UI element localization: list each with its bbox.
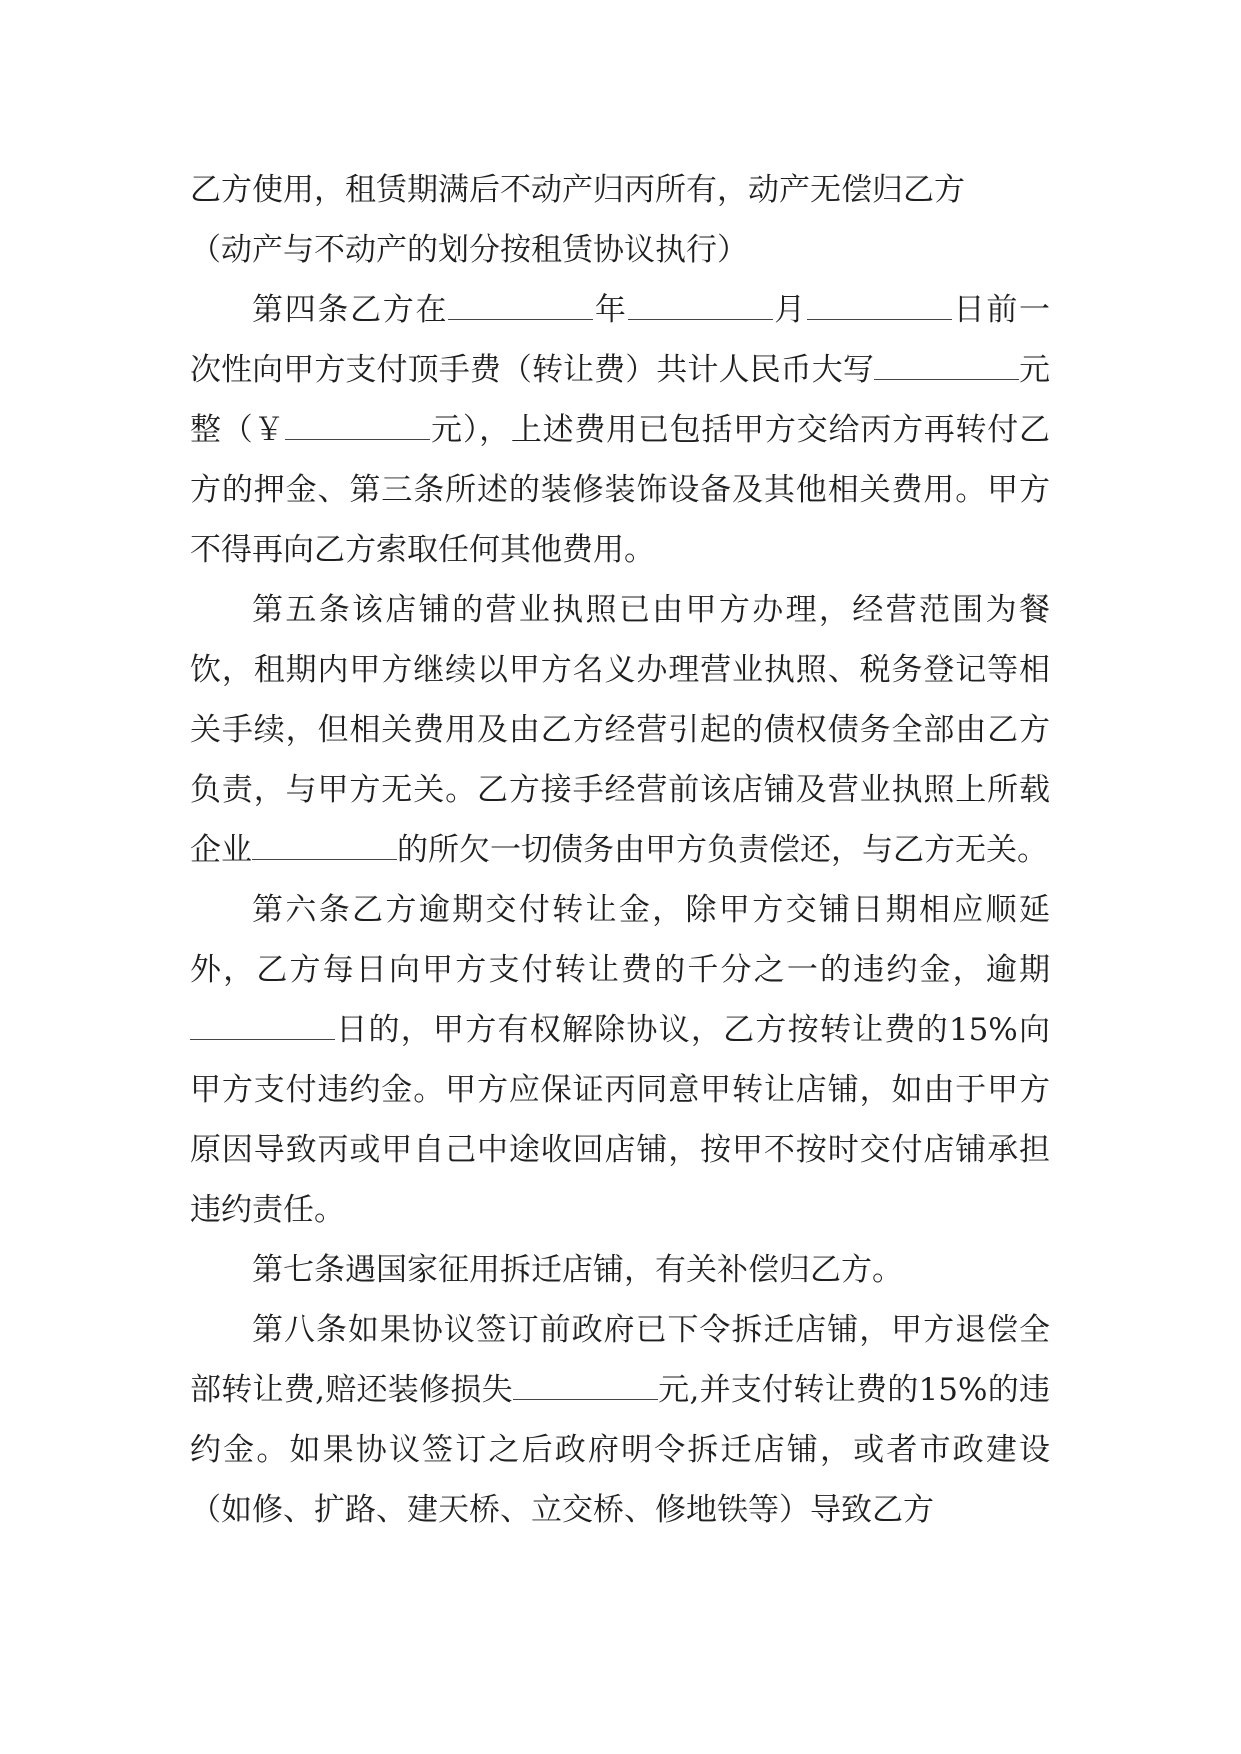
text-segment: 第六条乙方逾期交付转让金，除甲方交铺日期相应顺延外，乙方每日向甲方支付转让费的千分之一的违约金，逾期 (190, 892, 1050, 988)
text-segment: 元,并支付转让费的15%的违约金。如果协议签订之后政府明令拆迁店铺，或者市政建设（如修、扩路、建天桥、立交桥、修地铁等）导致乙方 (190, 1372, 1050, 1528)
fill-blank[interactable] (285, 411, 430, 440)
text-segment: 第五条该店铺的营业执照已由甲方办理，经营范围为餐饮，租期内甲方继续以甲方名义办理营业执照、税务登记等相关手续，但相关费用及由乙方经营引起的债权债务全部由乙方负责，与甲方无关。乙方接手经营前该店铺及营业执照上所载企业 (190, 592, 1050, 868)
text-segment: 日前一次性向甲方支付顶手费（转让费）共计人民币大写 (190, 292, 1051, 388)
fill-blank[interactable] (190, 1011, 335, 1040)
fill-blank[interactable] (874, 351, 1019, 380)
text-segment: 第八条如果协议签订前政府已下令拆迁店铺，甲方退偿全部转让费,赔还装修损失 (190, 1312, 1050, 1408)
fill-blank[interactable] (807, 291, 952, 320)
document-body (190, 160, 1050, 1540)
text-segment: 元），上述费用已包括甲方交给丙方再转付乙方的押金、第三条所述的装修装饰设备及其他相关费用。甲方不得再向乙方索取任何其他费用。 (190, 412, 1051, 568)
text-segment: 的所欠一切债务由甲方负责偿还，与乙方无关。 (397, 832, 1048, 868)
fill-blank[interactable] (513, 1371, 658, 1400)
text-line: 乙方使用，租赁期满后不动产归丙所有，动产无偿归乙方 (190, 172, 965, 208)
text-segment: 第四条乙方在 (252, 292, 449, 328)
article-6 (190, 880, 1050, 1240)
article-8 (190, 1300, 1050, 1540)
article-4 (190, 280, 1050, 580)
text-segment: 第七条遇国家征用拆迁店铺，有关补偿归乙方。 (252, 1252, 903, 1288)
fill-blank[interactable] (448, 291, 593, 320)
fill-blank[interactable] (252, 831, 397, 860)
text-segment: 元整（￥ (190, 352, 1051, 448)
fill-blank[interactable] (628, 291, 773, 320)
article-7 (190, 1240, 1050, 1300)
text-segment: 年 (593, 292, 628, 328)
article-5 (190, 580, 1050, 880)
text-line: （动产与不动产的划分按租赁协议执行） (190, 232, 748, 268)
paragraph-continuation (190, 160, 1050, 280)
text-segment: 月 (772, 292, 807, 328)
text-segment: 日的，甲方有权解除协议，乙方按转让费的15%向甲方支付违约金。甲方应保证丙同意甲转让店铺，如由于甲方原因导致丙或甲自己中途收回店铺，按甲不按时交付店铺承担违约责任。 (190, 1012, 1050, 1228)
